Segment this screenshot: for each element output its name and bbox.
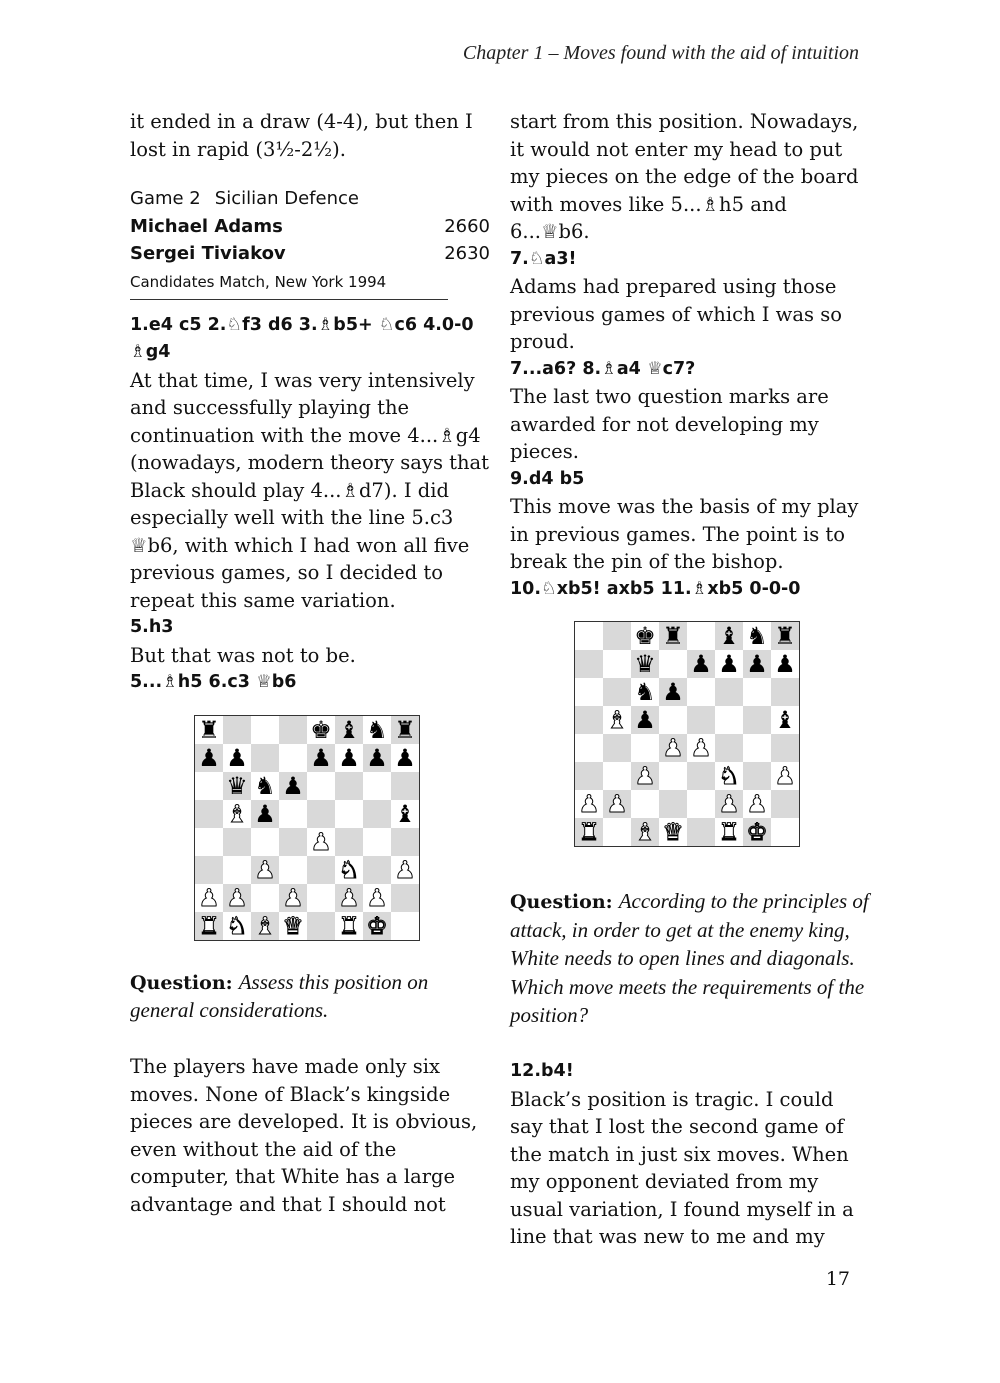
- board-square: [603, 678, 631, 706]
- board-square: [251, 716, 279, 744]
- white-rook-icon: ♜: [335, 912, 363, 940]
- white-pawn-icon: ♟: [631, 762, 659, 790]
- board-square: [687, 790, 715, 818]
- moves-1-4: 1.e4 c5 2.♘f3 d6 3.♗b5+ ♘c6 4.0-0 ♗g4: [130, 314, 474, 362]
- board-square: [743, 762, 771, 790]
- board-square: [575, 762, 603, 790]
- board-square: [631, 790, 659, 818]
- black-rook-icon: ♜: [391, 716, 419, 744]
- white-pawn-icon: ♟: [603, 790, 631, 818]
- white-rook-icon: ♜: [715, 818, 743, 846]
- board-square: [771, 790, 799, 818]
- right-question-text: According to the principles of attack, in order to get at the enemy king, White needs to open lines and diagonals. Which move meets the requirements of the position?: [510, 889, 869, 1027]
- black-pawn-icon: ♟: [251, 800, 279, 828]
- white-queen-icon: ♛: [659, 818, 687, 846]
- board-square: [391, 912, 419, 940]
- board-square: [771, 818, 799, 846]
- board-square: [743, 734, 771, 762]
- white-knight-icon: ♞: [335, 856, 363, 884]
- board-square: [659, 790, 687, 818]
- board-square: [251, 884, 279, 912]
- board-square: [195, 772, 223, 800]
- white-knight-icon: ♞: [223, 912, 251, 940]
- board-square: [279, 800, 307, 828]
- white-king-icon: ♚: [363, 912, 391, 940]
- moves-5-6: 5...♗h5 6.c3 ♕b6: [130, 672, 297, 692]
- board-square: [687, 622, 715, 650]
- board-square: [363, 856, 391, 884]
- right-para-3: The last two question marks are awarded for not developing my pieces.: [510, 385, 829, 463]
- moves-12: 12.b4!: [510, 1061, 574, 1081]
- black-king-icon: ♚: [631, 622, 659, 650]
- header-rule: [130, 299, 448, 300]
- black-pawn-icon: ♟: [363, 744, 391, 772]
- board-square: [335, 772, 363, 800]
- page-number: 17: [825, 1268, 850, 1290]
- board-square: [223, 828, 251, 856]
- board-square: [603, 650, 631, 678]
- board-square: [659, 762, 687, 790]
- black-pawn-icon: ♟: [279, 772, 307, 800]
- black-pawn-icon: ♟: [743, 650, 771, 678]
- left-question-text: Assess this position on general considerations.: [130, 969, 429, 1022]
- black-queen-icon: ♛: [631, 650, 659, 678]
- white-pawn-icon: ♟: [363, 884, 391, 912]
- board-square: [743, 678, 771, 706]
- right-para-2: Adams had prepared using those previous games of which I was so proud.: [510, 275, 842, 353]
- right-para-5: Black’s position is tragic. I could say that I lost the second game of the match in just six moves. When my opponent deviated from my usual variation, I found myself in a line that was new to me and my: [510, 1087, 854, 1248]
- white-bishop-icon: ♝: [223, 800, 251, 828]
- board-square: [603, 734, 631, 762]
- board-square: [743, 706, 771, 734]
- white-player: Michael Adams: [130, 215, 283, 237]
- board-square: [687, 818, 715, 846]
- black-pawn-icon: ♟: [335, 744, 363, 772]
- board-square: [391, 828, 419, 856]
- white-king-icon: ♚: [743, 818, 771, 846]
- black-pawn-icon: ♟: [631, 706, 659, 734]
- board-square: [687, 706, 715, 734]
- black-pawn-icon: ♟: [307, 744, 335, 772]
- board-square: [279, 828, 307, 856]
- left-question: [130, 969, 490, 1026]
- chess-diagram-2-wrap: [510, 603, 870, 888]
- white-pawn-icon: ♟: [391, 856, 419, 884]
- black-knight-icon: ♞: [251, 772, 279, 800]
- black-player: Sergei Tiviakov: [130, 243, 286, 264]
- board-square: [307, 884, 335, 912]
- black-pawn-icon: ♟: [659, 678, 687, 706]
- board-square: [307, 772, 335, 800]
- board-square: [391, 772, 419, 800]
- black-pawn-icon: ♟: [223, 744, 251, 772]
- board-square: [715, 706, 743, 734]
- board-square: [223, 716, 251, 744]
- right-column: [510, 108, 870, 1251]
- white-pawn-icon: ♟: [575, 790, 603, 818]
- black-knight-icon: ♞: [743, 622, 771, 650]
- board-square: [631, 734, 659, 762]
- chess-diagram-1-wrap: [130, 697, 490, 969]
- black-pawn-icon: ♟: [715, 650, 743, 678]
- white-rook-icon: ♜: [575, 818, 603, 846]
- white-pawn-icon: ♟: [195, 884, 223, 912]
- black-rook-icon: ♜: [771, 622, 799, 650]
- moves-7-8: 7...a6? 8.♗a4 ♕c7?: [510, 358, 696, 379]
- board-square: [195, 800, 223, 828]
- board-square: [195, 856, 223, 884]
- chess-diagram-1: [194, 715, 420, 941]
- board-square: [335, 800, 363, 828]
- white-pawn-icon: ♟: [687, 734, 715, 762]
- right-question: [510, 888, 870, 1031]
- board-square: [575, 734, 603, 762]
- black-bishop-icon: ♝: [771, 706, 799, 734]
- board-square: [363, 800, 391, 828]
- black-rook-icon: ♜: [195, 716, 223, 744]
- board-square: [335, 828, 363, 856]
- white-bishop-icon: ♝: [603, 706, 631, 734]
- board-square: [363, 828, 391, 856]
- game-number: Game 2: [130, 188, 201, 209]
- white-pawn-icon: ♟: [307, 828, 335, 856]
- board-square: [659, 706, 687, 734]
- black-rating: 2630: [444, 243, 490, 264]
- board-square: [307, 856, 335, 884]
- moves-7: 7.♘a3!: [510, 248, 577, 269]
- white-rating: 2660: [444, 215, 490, 237]
- white-bishop-icon: ♝: [251, 912, 279, 940]
- left-column: [130, 108, 490, 1218]
- right-question-label: Question:: [510, 891, 613, 913]
- game-event: Candidates Match, New York 1994: [130, 272, 387, 291]
- board-square: [575, 678, 603, 706]
- white-pawn-icon: ♟: [771, 762, 799, 790]
- black-bishop-icon: ♝: [391, 800, 419, 828]
- moves-9: 9.d4 b5: [510, 468, 585, 489]
- white-pawn-icon: ♟: [335, 884, 363, 912]
- right-para-4: This move was the basis of my play in previous games. The point is to break the pin of the bishop.: [510, 495, 859, 573]
- left-question-label: Question:: [130, 971, 233, 994]
- white-pawn-icon: ♟: [279, 884, 307, 912]
- black-king-icon: ♚: [307, 716, 335, 744]
- black-bishop-icon: ♝: [335, 716, 363, 744]
- board-square: [575, 706, 603, 734]
- moves-5: 5.h3: [130, 617, 174, 637]
- black-pawn-icon: ♟: [771, 650, 799, 678]
- white-queen-icon: ♛: [279, 912, 307, 940]
- moves-10-11: 10.♘xb5! axb5 11.♗xb5 0-0-0: [510, 578, 801, 599]
- white-knight-icon: ♞: [715, 762, 743, 790]
- right-para-1: start from this position. Nowadays, it would not enter my head to put my pieces on the edge of the board with moves like 5...♗h5 and 6...♕b6.: [510, 110, 859, 243]
- board-square: [771, 678, 799, 706]
- board-square: [363, 772, 391, 800]
- black-pawn-icon: ♟: [195, 744, 223, 772]
- board-square: [687, 678, 715, 706]
- board-square: [575, 650, 603, 678]
- black-knight-icon: ♞: [631, 678, 659, 706]
- board-square: [391, 884, 419, 912]
- white-pawn-icon: ♟: [223, 884, 251, 912]
- white-pawn-icon: ♟: [743, 790, 771, 818]
- board-square: [195, 828, 223, 856]
- black-pawn-icon: ♟: [687, 650, 715, 678]
- white-pawn-icon: ♟: [251, 856, 279, 884]
- black-pawn-icon: ♟: [391, 744, 419, 772]
- black-knight-icon: ♞: [363, 716, 391, 744]
- board-square: [279, 716, 307, 744]
- black-queen-icon: ♛: [223, 772, 251, 800]
- left-para-3: The players have made only six moves. None of Black’s kingside pieces are developed. It is obvious, even without the aid of the computer, that White has a large advantage and that I should not: [130, 1055, 478, 1216]
- board-square: [715, 678, 743, 706]
- board-square: [659, 650, 687, 678]
- board-square: [307, 800, 335, 828]
- white-rook-icon: ♜: [195, 912, 223, 940]
- white-pawn-icon: ♟: [659, 734, 687, 762]
- white-pawn-icon: ♟: [715, 790, 743, 818]
- board-square: [575, 622, 603, 650]
- game-opening: Sicilian Defence: [214, 188, 359, 209]
- board-square: [307, 912, 335, 940]
- game-header: [130, 185, 490, 300]
- black-bishop-icon: ♝: [715, 622, 743, 650]
- board-square: [279, 744, 307, 772]
- board-square: [687, 762, 715, 790]
- board-square: [771, 734, 799, 762]
- chess-diagram-2: [574, 621, 800, 847]
- board-square: [251, 744, 279, 772]
- running-head: Chapter 1 – Moves found with the aid of intuition: [462, 42, 859, 64]
- board-square: [603, 762, 631, 790]
- black-rook-icon: ♜: [659, 622, 687, 650]
- board-square: [603, 622, 631, 650]
- board-square: [603, 818, 631, 846]
- left-para-1: At that time, I was very intensively and successfully playing the continuation with the move 4...♗g4 (nowadays, modern theory says that Black should play 4...♗d7). I did especially well with the line 5.c3 ♕b6, with which I had won all five previous games, so I decided to repeat this same variation.: [130, 368, 490, 612]
- white-bishop-icon: ♝: [631, 818, 659, 846]
- board-square: [251, 828, 279, 856]
- board-square: [279, 856, 307, 884]
- left-intro: it ended in a draw (4-4), but then I lost in rapid (3½-2½).: [130, 110, 473, 161]
- board-square: [715, 734, 743, 762]
- board-square: [223, 856, 251, 884]
- left-para-2: But that was not to be.: [130, 643, 356, 667]
